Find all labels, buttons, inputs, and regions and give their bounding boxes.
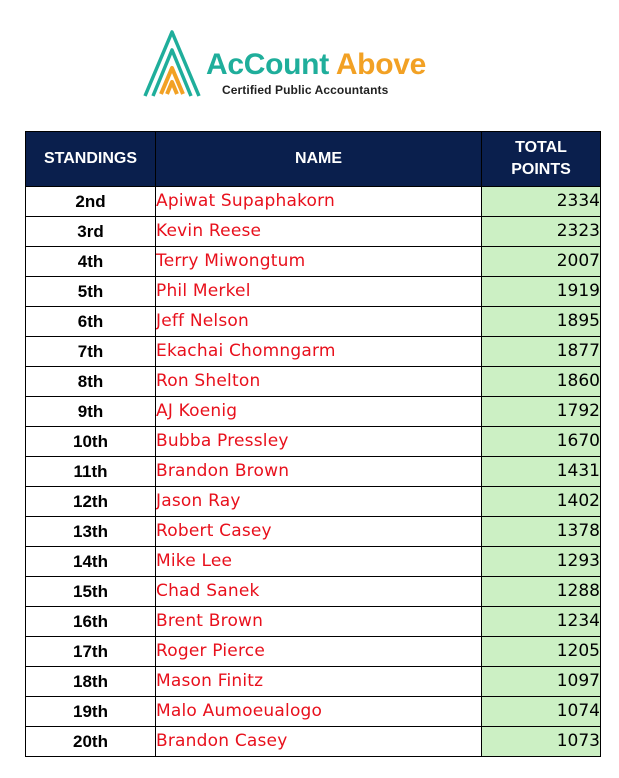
header-standings: STANDINGS [26,132,156,187]
rank-cell: 2nd [26,187,156,217]
table-row [26,697,601,727]
logo-name-part1: AcCount [206,48,329,81]
table-row [26,487,601,517]
name-cell: Chad Sanek [156,577,482,607]
rank-cell: 13th [26,517,156,547]
logo-company-name [206,48,426,82]
table-row [26,547,601,577]
rank-cell: 4th [26,247,156,277]
table-row [26,607,601,637]
points-cell: 1234 [482,607,601,637]
header-total-points [482,132,601,187]
header-total-points-line1: TOTAL [515,139,567,156]
table-row [26,457,601,487]
name-cell: Brandon Casey [156,727,482,757]
table-row [26,337,601,367]
name-cell: Brent Brown [156,607,482,637]
name-cell: Jason Ray [156,487,482,517]
table-row [26,427,601,457]
name-cell: Kevin Reese [156,217,482,247]
points-cell: 1073 [482,727,601,757]
name-cell: Bubba Pressley [156,427,482,457]
table-row [26,307,601,337]
rank-cell: 6th [26,307,156,337]
table-row [26,277,601,307]
points-cell: 1293 [482,547,601,577]
company-logo [140,28,460,100]
rank-cell: 16th [26,607,156,637]
name-cell: Mike Lee [156,547,482,577]
points-cell: 1288 [482,577,601,607]
table-row [26,187,601,217]
points-cell: 1792 [482,397,601,427]
points-cell: 1877 [482,337,601,367]
table-row [26,517,601,547]
table-row [26,637,601,667]
table-row [26,247,601,277]
rank-cell: 3rd [26,217,156,247]
name-cell: AJ Koenig [156,397,482,427]
points-cell: 1205 [482,637,601,667]
points-cell: 2334 [482,187,601,217]
table-row [26,667,601,697]
rank-cell: 8th [26,367,156,397]
table-row [26,577,601,607]
table-header-row [26,132,601,187]
table-body [26,187,601,757]
rank-cell: 10th [26,427,156,457]
name-cell: Jeff Nelson [156,307,482,337]
table-row [26,727,601,757]
points-cell: 2323 [482,217,601,247]
rank-cell: 14th [26,547,156,577]
rank-cell: 18th [26,667,156,697]
rank-cell: 9th [26,397,156,427]
header-total-points-line2: POINTS [511,161,571,178]
header-name: NAME [156,132,482,187]
points-cell: 1402 [482,487,601,517]
rank-cell: 5th [26,277,156,307]
table-row [26,367,601,397]
rank-cell: 20th [26,727,156,757]
points-cell: 1860 [482,367,601,397]
rank-cell: 11th [26,457,156,487]
name-cell: Malo Aumoeualogo [156,697,482,727]
logo-tagline: Certified Public Accountants [222,83,389,97]
name-cell: Ron Shelton [156,367,482,397]
name-cell: Ekachai Chomngarm [156,337,482,367]
name-cell: Phil Merkel [156,277,482,307]
points-cell: 1670 [482,427,601,457]
table-row [26,397,601,427]
name-cell: Robert Casey [156,517,482,547]
rank-cell: 19th [26,697,156,727]
points-cell: 2007 [482,247,601,277]
rank-cell: 12th [26,487,156,517]
points-cell: 1074 [482,697,601,727]
rank-cell: 17th [26,637,156,667]
points-cell: 1431 [482,457,601,487]
name-cell: Terry Miwongtum [156,247,482,277]
name-cell: Apiwat Supaphakorn [156,187,482,217]
points-cell: 1895 [482,307,601,337]
standings-table [25,131,601,757]
table-row [26,217,601,247]
rank-cell: 7th [26,337,156,367]
points-cell: 1919 [482,277,601,307]
points-cell: 1378 [482,517,601,547]
logo-name-part2: Above [335,48,426,81]
mountain-logo-icon [142,28,202,98]
name-cell: Mason Finitz [156,667,482,697]
rank-cell: 15th [26,577,156,607]
name-cell: Brandon Brown [156,457,482,487]
points-cell: 1097 [482,667,601,697]
name-cell: Roger Pierce [156,637,482,667]
